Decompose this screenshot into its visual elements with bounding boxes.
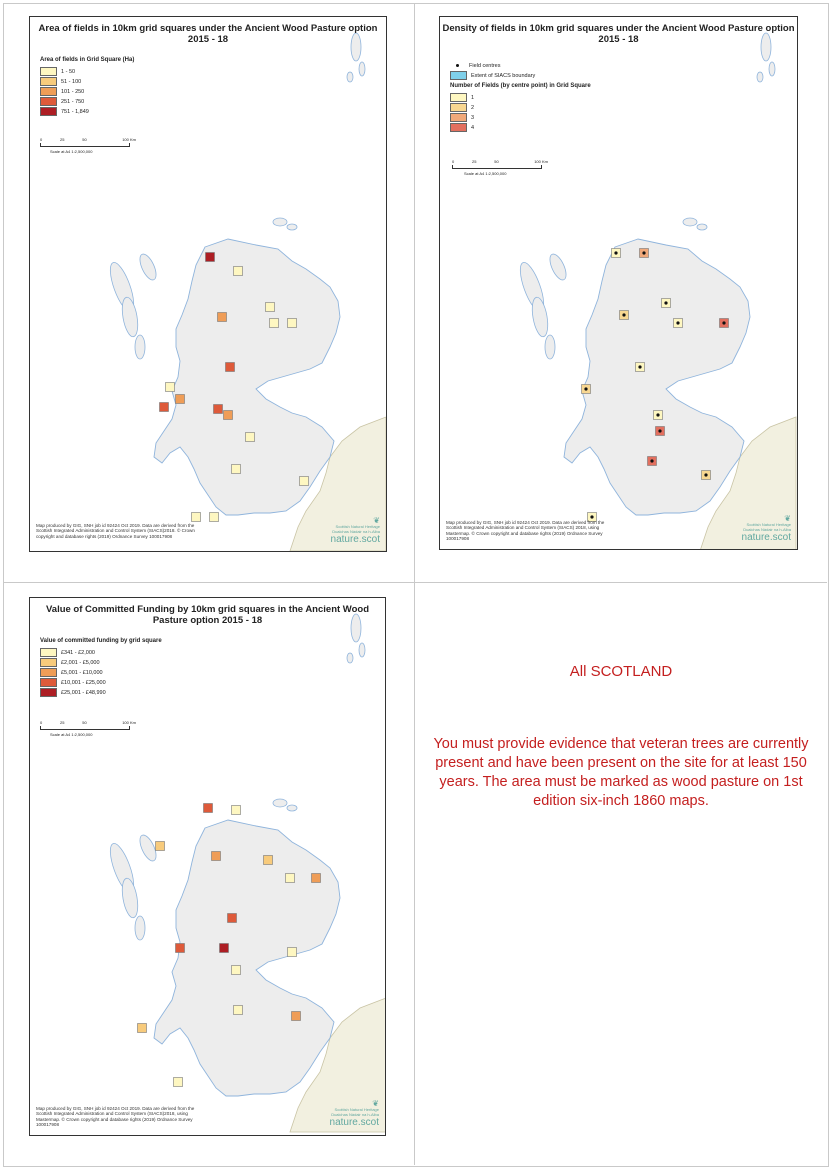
legend-swatch — [40, 67, 57, 76]
nature-scot-logo: ❦ Scottish Natural Heritage Dualchas Nàdair na h-Alba nature.scot — [330, 516, 380, 545]
leaf-icon: ❦ — [784, 514, 791, 523]
northern-isle — [757, 72, 763, 82]
northern-isle — [683, 218, 697, 226]
legend-item: 1 — [450, 93, 591, 102]
legend — [40, 638, 162, 698]
legend-item: £5,001 - £10,000 — [40, 668, 162, 677]
scale-text: Scale at A4 1:2,500,000 — [464, 171, 507, 176]
grid-square — [174, 1078, 183, 1087]
western-isle — [120, 877, 141, 919]
map-area-of-fields — [29, 16, 387, 552]
legend-swatch — [40, 77, 57, 86]
grid-square — [234, 267, 243, 276]
grid-square — [292, 1012, 301, 1021]
scale-text: Scale at A4 1:2,500,000 — [50, 149, 93, 154]
legend-item: 3 — [450, 113, 591, 122]
field-centre-dot — [676, 321, 679, 324]
scotland-mainland — [154, 820, 340, 1096]
legend-swatch — [40, 658, 57, 667]
field-centre-dot — [622, 313, 625, 316]
grid-square — [226, 363, 235, 372]
northern-isle — [287, 805, 297, 811]
legend-item: £341 - £2,000 — [40, 648, 162, 657]
grid-square — [286, 874, 295, 883]
grid-square — [300, 477, 309, 486]
legend-swatch — [40, 688, 57, 697]
legend — [40, 57, 134, 117]
grid-square — [228, 914, 237, 923]
grid-square — [234, 1006, 243, 1015]
legend-item: 751 - 1,849 — [40, 107, 134, 116]
info-panel — [415, 583, 827, 1165]
scotland-mainland — [154, 239, 340, 515]
western-isle — [120, 296, 141, 338]
legend-swatch — [40, 648, 57, 657]
grid-square — [264, 856, 273, 865]
legend-title: Area of fields in Grid Square (Ha) — [40, 57, 135, 63]
grid-square — [210, 513, 219, 522]
western-isle — [530, 296, 551, 338]
grid-square — [224, 411, 233, 420]
legend-item: £2,001 - £5,000 — [40, 658, 162, 667]
grid-square — [166, 383, 175, 392]
grid-square — [206, 253, 215, 262]
northern-isle — [347, 653, 353, 663]
western-isle — [547, 252, 570, 282]
grid-square — [232, 806, 241, 815]
grid-square — [192, 513, 201, 522]
legend — [450, 61, 591, 133]
grid-square — [232, 966, 241, 975]
grid-square — [204, 804, 213, 813]
grid-square — [212, 852, 221, 861]
western-isle — [545, 335, 555, 359]
map-title: Area of fields in 10km grid squares under the Ancient Wood Pasture option 2015 - 18 — [38, 23, 378, 45]
scotland-mainland — [564, 239, 750, 515]
legend-item: 1 - 50 — [40, 67, 134, 76]
nature-scot-logo: ❦ Scottish Natural Heritage Dualchas Nàdair na h-Alba nature.scot — [741, 514, 791, 543]
legend-swatch — [450, 123, 467, 132]
legend-swatch — [40, 107, 57, 116]
field-centre-dot — [614, 251, 617, 254]
scale-bar: 0 25 50 100 Km Scale at A4 1:2,500,000 — [40, 720, 136, 737]
legend-swatch — [40, 668, 57, 677]
field-centre-dot — [650, 459, 653, 462]
map-credit: Map produced by GIG, SNH job id 92424 Oct 2019. Data are derived from the Scottish Integrated Administration and Control System (SIACS)2018. © Crown copyright and database rights (2019) Ordnance Survey 100017908 — [36, 523, 195, 539]
grid-square — [156, 842, 165, 851]
grid-square — [288, 319, 297, 328]
scale-bar: 0 25 50 100 Km Scale at A4 1:2,500,000 — [40, 137, 136, 154]
legend-item-field-centres: Field centres — [450, 61, 591, 70]
map-committed-funding — [29, 597, 386, 1136]
legend-swatch — [450, 113, 467, 122]
grid-square — [176, 395, 185, 404]
western-isle — [137, 252, 160, 282]
legend-item: £10,001 - £25,000 — [40, 678, 162, 687]
legend-item: 4 — [450, 123, 591, 132]
legend-swatch — [450, 93, 467, 102]
western-isle — [135, 335, 145, 359]
map-title: Density of fields in 10km grid squares under the Ancient Wood Pasture option 2015 - 18 — [442, 23, 795, 45]
legend-item: 51 - 100 — [40, 77, 134, 86]
western-isle — [135, 916, 145, 940]
grid-square — [270, 319, 279, 328]
legend-swatch — [450, 71, 467, 80]
field-centre-dot — [664, 301, 667, 304]
grid-square — [266, 303, 275, 312]
legend-item: 101 - 250 — [40, 87, 134, 96]
legend-item-extent: Extent of SIACS boundary — [450, 71, 591, 80]
legend-swatch — [40, 97, 57, 106]
leaf-icon: ❦ — [373, 516, 380, 525]
grid-square — [176, 944, 185, 953]
northern-isle — [359, 643, 365, 657]
northern-isle — [347, 72, 353, 82]
legend-item: 2 — [450, 103, 591, 112]
info-body: You must provide evidence that veteran trees are currently present and have been present on the site for at least 150 years. The area must be marked as wood pasture on 1st edition six-inch 1860 maps. — [433, 736, 809, 809]
nature-scot-logo: ❦ Scottish Natural Heritage Dualchas Nàdair na h-Alba nature.scot — [329, 1099, 379, 1128]
grid-square — [218, 313, 227, 322]
northern-isle — [359, 62, 365, 76]
legend-item: 251 - 750 — [40, 97, 134, 106]
northern-isle — [287, 224, 297, 230]
grid-square — [232, 465, 241, 474]
info-heading: All SCOTLAND — [569, 663, 673, 680]
field-centre-dot — [642, 251, 645, 254]
legend-title: Value of committed funding by grid square — [40, 638, 162, 644]
field-centre-dot — [638, 365, 641, 368]
grid-square — [312, 874, 321, 883]
grid-square — [220, 944, 229, 953]
field-centre-dot — [584, 387, 587, 390]
grid-square — [160, 403, 169, 412]
field-centre-dot — [656, 413, 659, 416]
northern-isle — [273, 218, 287, 226]
grid-square — [288, 948, 297, 957]
scale-text: Scale at A4 1:2,500,000 — [50, 732, 93, 737]
northern-isle — [273, 799, 287, 807]
northern-isle — [769, 62, 775, 76]
legend-swatch — [40, 678, 57, 687]
map-credit: Map produced by GIG, SNH job id 92424 Oct 2019. Data are derived from the Scottish Integrated Administration and Control System (SIACS)2018, using Mastermap. © Crown copyright and database rights (2019) Ordnance Survey 100017908 — [36, 1106, 195, 1128]
field-centre-dot-icon — [456, 64, 459, 67]
field-centre-dot — [658, 429, 661, 432]
map-title: Value of Committed Funding by 10km grid squares in the Ancient Wood Pasture option 2015 - 18 — [45, 604, 370, 626]
grid-square — [138, 1024, 147, 1033]
legend-swatch — [450, 103, 467, 112]
grid-square — [214, 405, 223, 414]
map-density-of-fields — [439, 16, 798, 550]
field-centre-dot — [722, 321, 725, 324]
grid-square — [246, 433, 255, 442]
legend-title: Number of Fields (by centre point) in Grid Square — [450, 83, 591, 89]
legend-swatch — [40, 87, 57, 96]
leaf-icon: ❦ — [372, 1099, 379, 1108]
field-centre-dot — [704, 473, 707, 476]
legend-item: £25,001 - £48,990 — [40, 688, 162, 697]
scale-bar: 0 25 50 100 Km Scale at A4 1:2,500,000 — [452, 159, 548, 176]
field-centre-dot — [590, 515, 593, 518]
map-credit: Map produced by GIG, SNH job id 92424 Oct 2019. Data are derived from the Scottish Integrated Administration and Control System (SIACS) 2018, using Mastermap. © Crown copyright and database rights (2019) Ordnance Survey 100017908 — [446, 520, 605, 542]
northern-isle — [697, 224, 707, 230]
